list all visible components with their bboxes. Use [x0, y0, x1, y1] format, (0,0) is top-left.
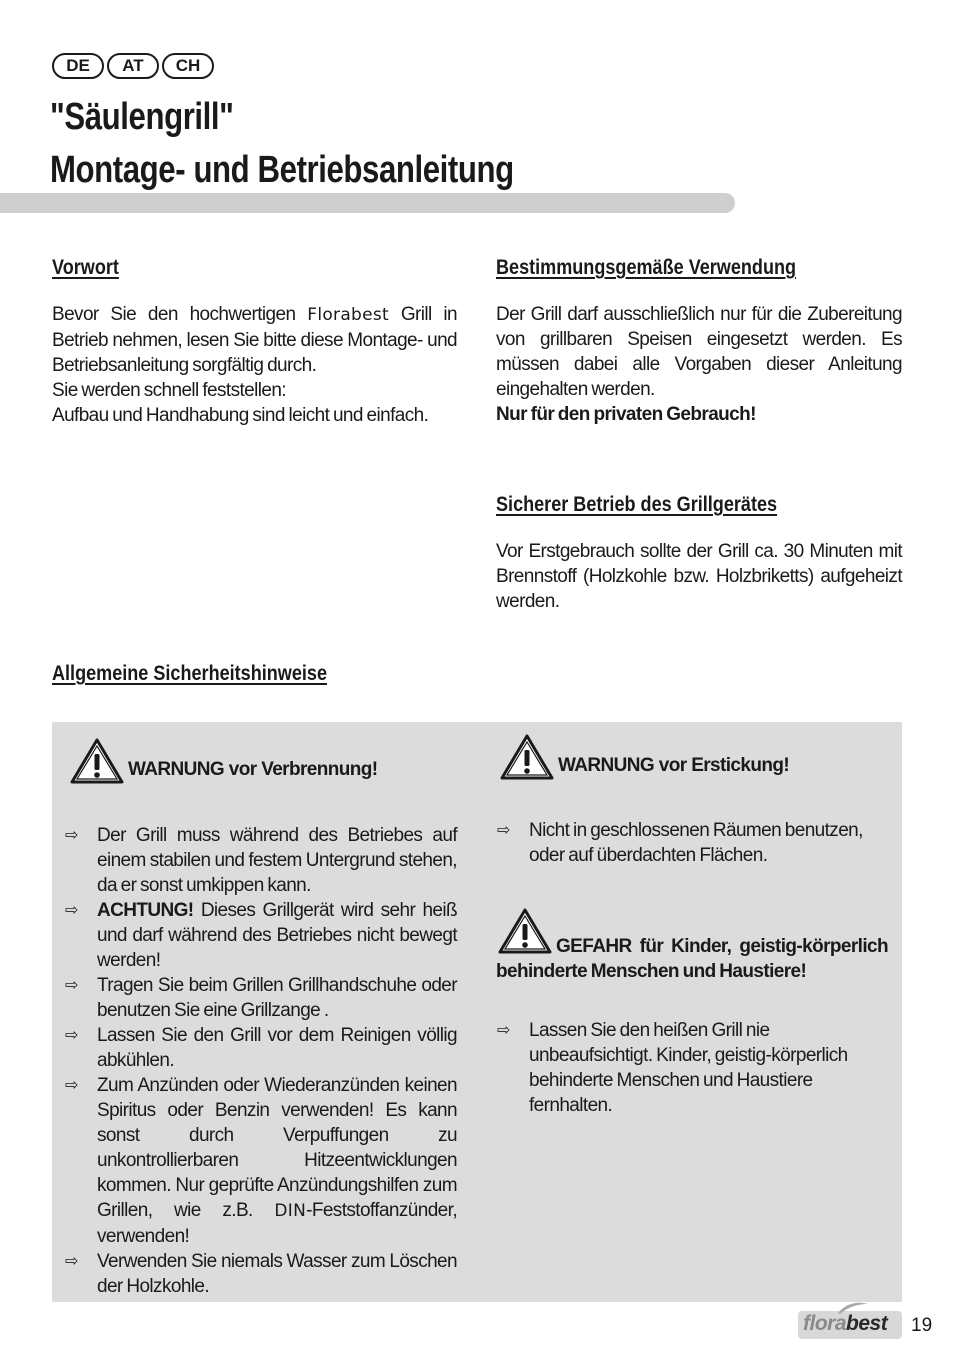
list-item — [65, 898, 457, 973]
vorwort-p3: Aufbau und Handhabung sind leicht und einfach. — [52, 405, 429, 426]
arrow-right-icon: ⇨ — [65, 1027, 78, 1044]
verwendung-text-block — [496, 302, 902, 427]
logo-flora: flora — [803, 1312, 847, 1335]
lang-badge-at: AT — [107, 53, 159, 79]
burn-item-5-din: DIN — [274, 1201, 307, 1221]
danger-item-1: Lassen Sie den heißen Grill nie unbeaufsichtigt. Kinder, geistig-körperlich behinderte Menschen und Haustiere fernhalten. — [529, 1020, 848, 1116]
list-item — [497, 818, 889, 868]
title-divider-bar — [0, 193, 735, 213]
logo-best: best — [846, 1312, 888, 1335]
arrow-right-icon: ⇨ — [65, 1253, 78, 1270]
burn-item-2: Dieses Grillgerät wird sehr heiß und darf während des Betriebes nicht bewegt werden! — [97, 900, 458, 971]
arrow-right-icon: ⇨ — [65, 827, 78, 844]
burn-item-3: Tragen Sie beim Grillen Grillhandschuhe oder benutzen Sie eine Grillzange . — [97, 975, 457, 1021]
vorwort-p1-post: Grill in Betrieb nehmen, lesen Sie bitte diese Montage- und Betriebsanleitung sorgfältig durch. — [52, 304, 458, 376]
warn-burn-heading: WARNUNG vor Verbrennung! — [128, 759, 378, 780]
verwendung-text: Der Grill darf ausschließlich nur für die Zubereitung von grillbaren Speisen eingesetzt werden. Es müssen dabei alle Vorgaben dieser Anleitung eingehalten werden. — [496, 304, 902, 400]
page-title-line1: "Säulengrill" — [50, 96, 234, 138]
arrow-right-icon: ⇨ — [65, 977, 78, 994]
verwendung-heading: Bestimmungsgemäße Verwendung — [496, 256, 797, 279]
list-item — [65, 973, 457, 1023]
sicherheit-heading: Allgemeine Sicherheitshinweise — [52, 662, 328, 685]
list-item — [65, 1023, 457, 1073]
warn-choke-heading: WARNUNG vor Erstickung! — [558, 755, 790, 776]
vorwort-heading: Vorwort — [52, 256, 119, 279]
brand-name: Florabest — [307, 305, 390, 325]
burn-item-5-pre: Zum Anzünden oder Wiederanzünden keinen Spiritus oder Benzin verwenden! Es kann sonst durch Verpuffungen zu unkontrollierbaren Hitzeentwicklungen kommen. Nur geprüfte Anzündungshilfen zum Grillen, wie z.B. — [97, 1075, 457, 1221]
list-item — [497, 1018, 889, 1118]
language-badges — [52, 53, 214, 79]
warn-choke-list — [497, 818, 889, 868]
list-item — [65, 1249, 457, 1299]
florabest-logo — [798, 1311, 902, 1339]
choke-item-1: Nicht in geschlossenen Räumen benutzen, oder auf überdachten Flächen. — [529, 820, 863, 866]
leaf-swoosh-icon — [836, 1301, 870, 1315]
arrow-right-icon: ⇨ — [497, 1022, 510, 1039]
vorwort-p1-pre: Bevor Sie den hochwertigen — [52, 304, 296, 325]
betrieb-heading: Sicherer Betrieb des Grillgerätes — [496, 493, 778, 516]
verwendung-bold-note: Nur für den privaten Gebrauch! — [496, 404, 756, 425]
list-item — [65, 823, 457, 898]
page-number: 19 — [911, 1315, 933, 1336]
arrow-right-icon: ⇨ — [65, 1077, 78, 1094]
arrow-right-icon: ⇨ — [497, 822, 510, 839]
warn-burn-list — [65, 823, 457, 1299]
danger-list — [497, 1018, 889, 1118]
burn-item-6: Verwenden Sie niemals Wasser zum Löschen der Holzkohle. — [97, 1251, 457, 1297]
burn-item-4: Lassen Sie den Grill vor dem Reinigen völlig abkühlen. — [97, 1025, 457, 1071]
list-item — [65, 1073, 457, 1249]
warning-triangle-icon — [500, 733, 554, 781]
burn-item-1: Der Grill muss während des Betriebes auf einem stabilen und festem Untergrund stehen, da er sonst umkippen kann. — [97, 825, 457, 896]
burn-item-2-bold: ACHTUNG! — [97, 900, 194, 921]
arrow-right-icon: ⇨ — [65, 902, 78, 919]
danger-heading: GEFAHR für Kinder, geistig-körperlich behinderte Menschen und Haustiere! — [496, 936, 888, 982]
warning-triangle-icon — [70, 737, 124, 785]
lang-badge-de: DE — [52, 53, 104, 79]
vorwort-text — [52, 302, 457, 428]
lang-badge-ch: CH — [162, 53, 214, 79]
burn-item-5-post: -Feststoffanzünder, verwenden! — [97, 1200, 458, 1247]
warn-choke-header — [500, 733, 789, 781]
vorwort-p2: Sie werden schnell feststellen: — [52, 380, 286, 401]
page-title-line2: Montage- und Betriebsanleitung — [50, 149, 514, 191]
warn-burn-header — [70, 737, 378, 785]
betrieb-text: Vor Erstgebrauch sollte der Grill ca. 30 Minuten mit Brennstoff (Holzkohle bzw. Holzbriketts) aufgeheizt werden. — [496, 541, 902, 612]
